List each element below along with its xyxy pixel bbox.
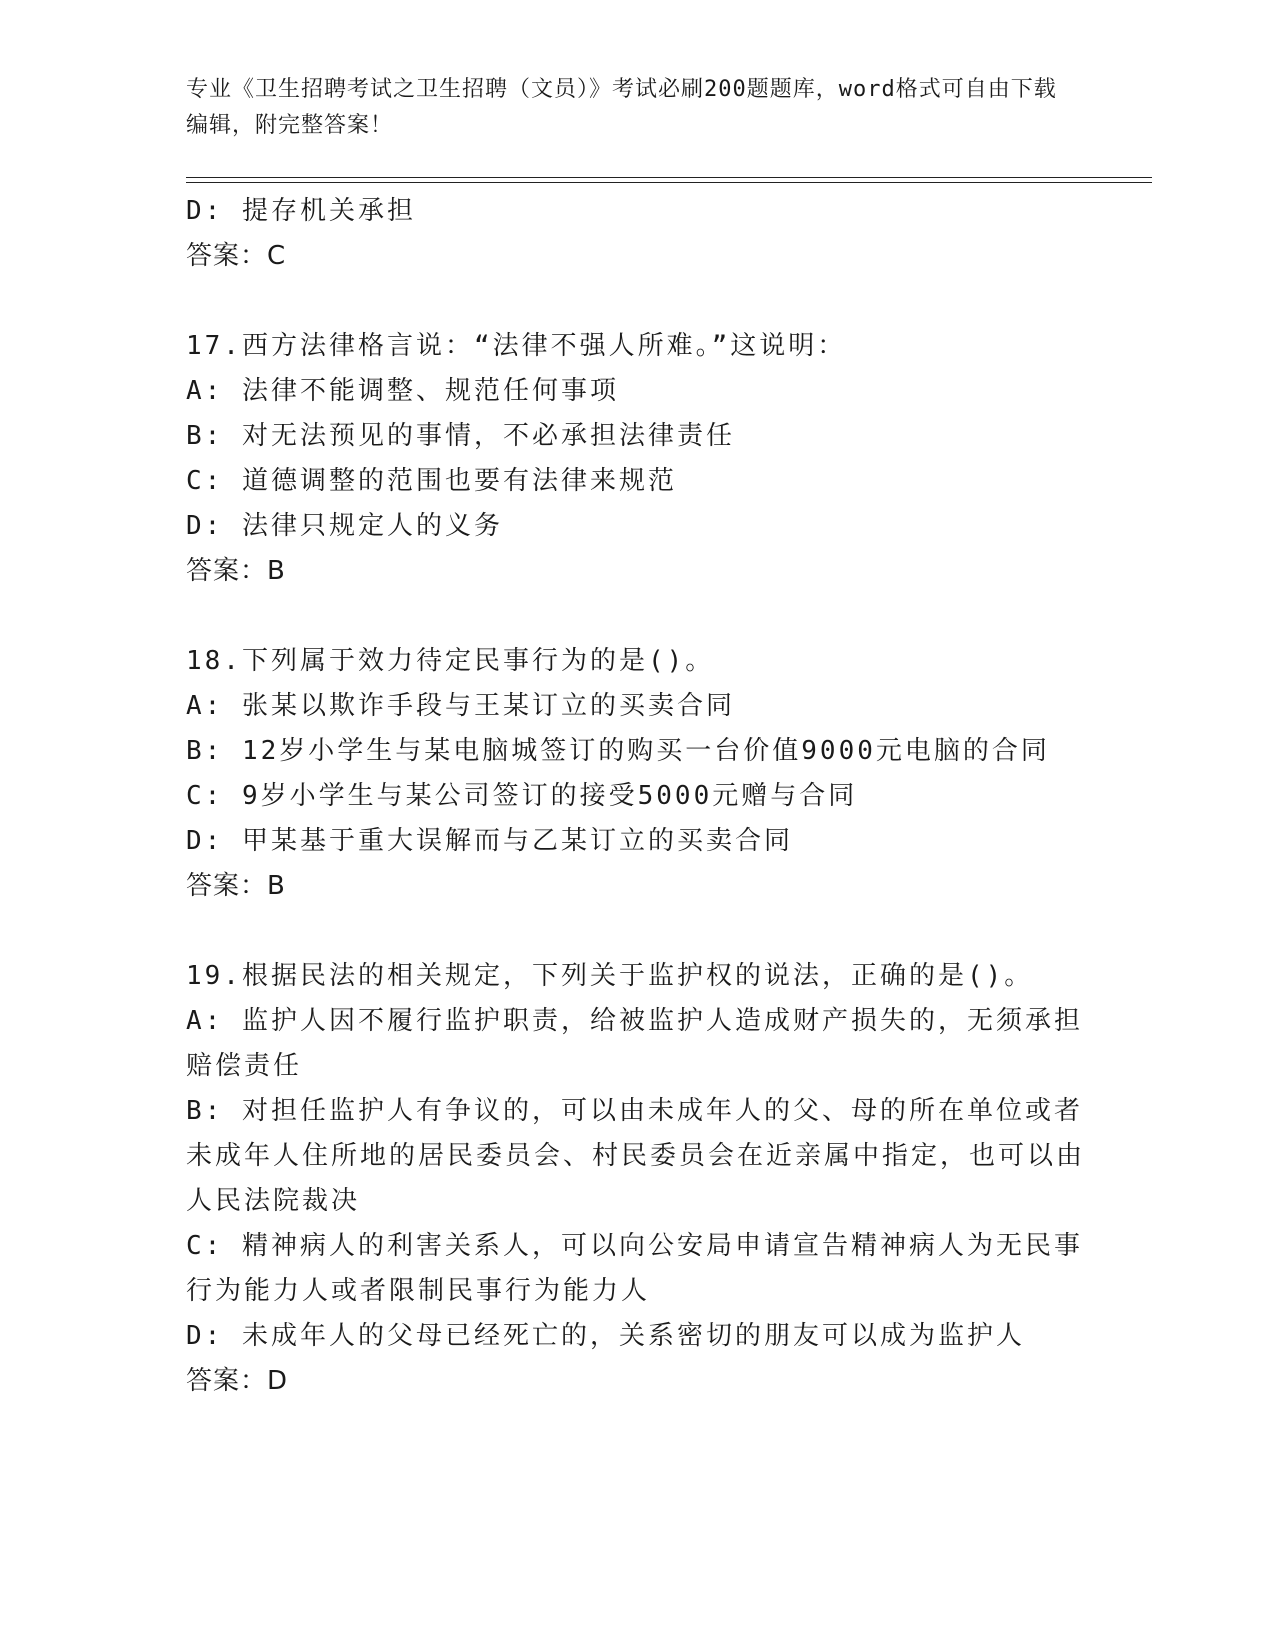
option-a: A: 法律不能调整、规范任何事项 bbox=[186, 376, 619, 406]
option-d: D: 未成年人的父母已经死亡的，关系密切的朋友可以成为监护人 bbox=[186, 1321, 1025, 1351]
spacer bbox=[186, 909, 1086, 954]
option-a: A: 张某以欺诈手段与王某订立的买卖合同 bbox=[186, 691, 735, 721]
option-c: C: 道德调整的范围也要有法律来规范 bbox=[186, 466, 677, 496]
document-header: 专业《卫生招聘考试之卫生招聘（文员）》考试必刷200题题库，word格式可自由下载编辑，附完整答案！ bbox=[186, 77, 1057, 138]
option-b: B: 对担任监护人有争议的，可以由未成年人的父、母的所在单位或者未成年人住所地的居民委员会、村民委员会在近亲属中指定，也可以由人民法院裁决 bbox=[186, 1096, 1086, 1216]
answer: 答案：D bbox=[186, 1366, 289, 1396]
spacer bbox=[186, 594, 1086, 639]
question-stem: 18.下列属于效力待定民事行为的是()。 bbox=[186, 646, 715, 676]
question-stem: 17.西方法律格言说：“法律不强人所难。”这说明： bbox=[186, 331, 847, 361]
option-c: C: 9岁小学生与某公司签订的接受5000元赠与合同 bbox=[186, 781, 858, 811]
question-stem: 19.根据民法的相关规定，下列关于监护权的说法，正确的是()。 bbox=[186, 961, 1034, 991]
prev-option-d: D: 提存机关承担 bbox=[186, 196, 416, 226]
question-19 bbox=[186, 954, 1086, 1404]
header-rule-top bbox=[186, 177, 1152, 178]
option-c: C: 精神病人的利害关系人，可以向公安局申请宣告精神病人为无民事行为能力人或者限制民事行为能力人 bbox=[186, 1231, 1083, 1306]
option-b: B: 对无法预见的事情，不必承担法律责任 bbox=[186, 421, 735, 451]
header-rule-bottom bbox=[186, 182, 1152, 183]
option-b: B: 12岁小学生与某电脑城签订的购买一台价值9000元电脑的合同 bbox=[186, 736, 1050, 766]
option-d: D: 法律只规定人的义务 bbox=[186, 511, 503, 541]
answer: 答案：B bbox=[186, 556, 286, 586]
answer: 答案：B bbox=[186, 871, 286, 901]
prev-answer: 答案：C bbox=[186, 241, 287, 271]
question-17 bbox=[186, 324, 1086, 594]
document-body bbox=[186, 189, 1086, 1404]
option-d: D: 甲某基于重大误解而与乙某订立的买卖合同 bbox=[186, 826, 793, 856]
option-a: A: 监护人因不履行监护职责，给被监护人造成财产损失的，无须承担赔偿责任 bbox=[186, 1006, 1083, 1081]
question-18 bbox=[186, 639, 1086, 909]
spacer bbox=[186, 279, 1086, 324]
